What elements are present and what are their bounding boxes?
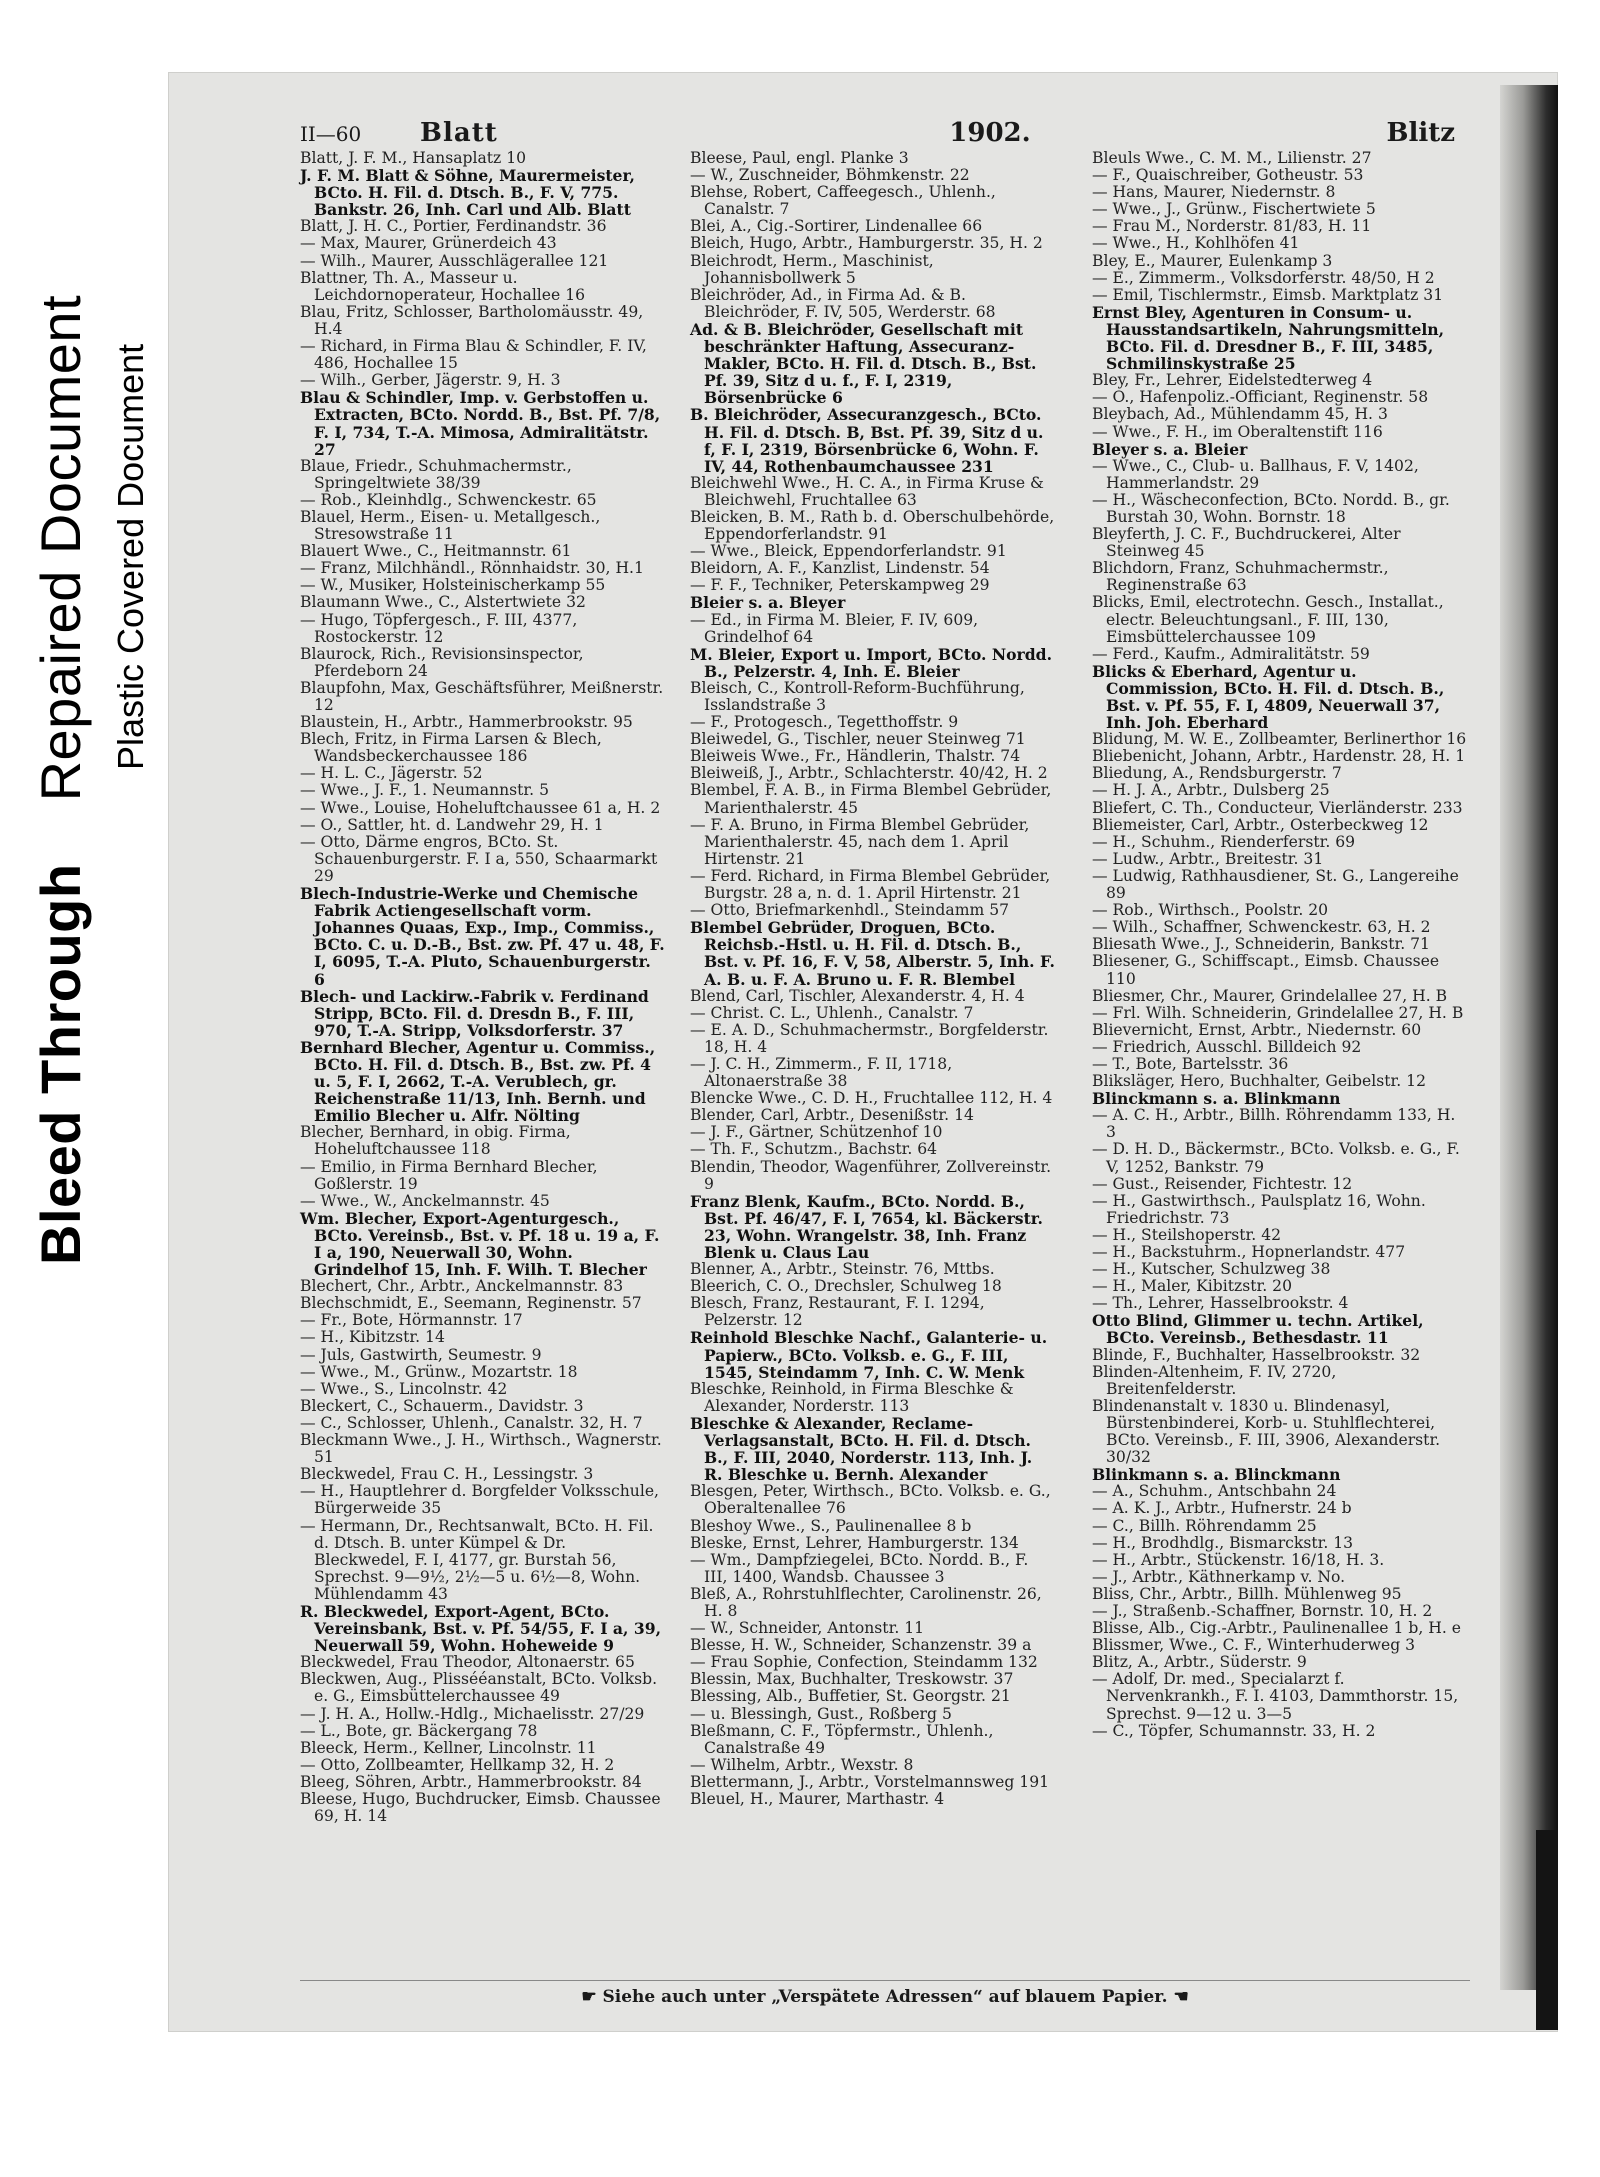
- page-number: II—60: [300, 122, 362, 146]
- directory-entry: — W., Schneider, Antonstr. 11: [690, 1619, 925, 1638]
- directory-entry: Blei, A., Cig.-Sortirer, Lindenallee 66: [690, 217, 983, 236]
- directory-entry: — Hans, Maurer, Niedernstr. 8: [1092, 183, 1336, 202]
- directory-entry: Blitz, A., Arbtr., Süderstr. 9: [1092, 1653, 1307, 1672]
- directory-entry: Bleckert, C., Schauerm., Davidstr. 3: [300, 1396, 584, 1415]
- directory-entry: Bleeg, Söhren, Arbtr., Hammerbrookstr. 84: [300, 1772, 642, 1791]
- page-header: [300, 118, 1550, 152]
- directory-entry: Blembel, F. A. B., in Firma Blembel Gebrüder, Marienthalerstr. 45: [690, 781, 1052, 817]
- directory-entry: Bleyferth, J. C. F., Buchdruckerei, Alter Steinweg 45: [1092, 525, 1401, 561]
- directory-entry: Reinhold Bleschke Nachf., Galanterie- u. Papierw., BCto. Volksb. e. G., F. III, 1545, Steindamm 7, Inh. C. W. Menk: [690, 1328, 1048, 1382]
- directory-entry: Bleier s. a. Bleyer: [690, 593, 846, 613]
- directory-entry: — Otto, Briefmarkenhdl., Steindamm 57: [690, 901, 1010, 920]
- directory-entry: — H. J. A., Arbtr., Dulsberg 25: [1092, 781, 1330, 800]
- directory-entry: — Fr., Bote, Hörmannstr. 17: [300, 1311, 523, 1330]
- directory-entry: Ad. & B. Bleichröder, Gesellschaft mit beschränkter Haftung, Assecuranz-Makler, BCto. H. Fil. d. Dtsch. B., Bst. Pf. 39, Sitz d u. f., F. I, 2319, Börsenbrücke 6: [690, 319, 1037, 408]
- directory-entry: — Richard, in Firma Blau & Schindler, F. IV, 486, Hochallee 15: [300, 337, 647, 373]
- directory-entry: Blatt, J. H. C., Portier, Ferdinandstr. 36: [300, 217, 607, 236]
- directory-entry: — Wilh., Schaffner, Schwenckestr. 63, H. 2: [1092, 918, 1431, 937]
- directory-entry: — H., Wäscheconfection, BCto. Nordd. B., gr. Burstah 30, Wohn. Bornstr. 18: [1092, 490, 1450, 526]
- directory-entry: — Emilio, in Firma Bernhard Blecher, Goßlerstr. 19: [300, 1157, 598, 1193]
- directory-entry: Blesgen, Peter, Wirthsch., BCto. Volksb. e. G., Oberaltenallee 76: [690, 1482, 1051, 1518]
- directory-entry: Bleichröder, Ad., in Firma Ad. & B. Bleichröder, F. IV, 505, Werderstr. 68: [690, 285, 996, 321]
- directory-entry: — F. A. Bruno, in Firma Blembel Gebrüder, Marienthalerstr. 45, nach dem 1. April Hirtenstr. 21: [690, 815, 1030, 868]
- directory-entry: — H., Brodhdlg., Bismarckstr. 13: [1092, 1533, 1354, 1552]
- directory-entry: — O., Sattler, ht. d. Landwehr 29, H. 1: [300, 815, 604, 834]
- directory-entry: Blaurock, Rich., Revisionsinspector, Pferdeborn 24: [300, 644, 584, 680]
- directory-entry: Bleisch, C., Kontroll-Reform-Buchführung, Isslandstraße 3: [690, 678, 1025, 714]
- directory-entry: Bleich, Hugo, Arbtr., Hamburgerstr. 35, H. 2: [690, 234, 1043, 253]
- directory-entry: — Wilhelm, Arbtr., Wexstr. 8: [690, 1755, 914, 1774]
- directory-entry: — Wwe., J., Grünw., Fischertwiete 5: [1092, 200, 1376, 219]
- directory-entry: Blessing, Alb., Buffetier, St. Georgstr. 21: [690, 1687, 1011, 1706]
- directory-entry: Bliemeister, Carl, Arbtr., Osterbeckweg 12: [1092, 815, 1429, 834]
- directory-entry: — C., Schlosser, Uhlenh., Canalstr. 32, H. 7: [300, 1413, 643, 1432]
- directory-entry: Blindenanstalt v. 1830 u. Blindenasyl, Bürstenbinderei, Korb- u. Stuhlflechterei, BCto. Vereinsb., F. III, 3906, Alexanderstr. 30/32: [1092, 1396, 1441, 1467]
- directory-entry: — H., Schuhm., Rienderferstr. 69: [1092, 832, 1356, 851]
- directory-entry: — Rob., Kleinhdlg., Schwenckestr. 65: [300, 490, 597, 509]
- directory-entry: — Gust., Reisender, Fichtestr. 12: [1092, 1174, 1353, 1193]
- directory-entry: — Frau Sophie, Confection, Steindamm 132: [690, 1653, 1038, 1672]
- directory-entry: — Frau M., Norderstr. 81/83, H. 11: [1092, 217, 1372, 236]
- directory-entry: — Wwe., M., Grünw., Mozartstr. 18: [300, 1362, 578, 1381]
- directory-entry: Bleyer s. a. Bleier: [1092, 439, 1248, 459]
- directory-entry: Blaupfohn, Max, Geschäftsführer, Meißnerstr. 12: [300, 678, 664, 714]
- directory-entry: — H., Maler, Kibitzstr. 20: [1092, 1277, 1293, 1296]
- directory-entry: Bliesmer, Chr., Maurer, Grindelallee 27, H. B: [1092, 986, 1448, 1005]
- directory-entry: Bley, E., Maurer, Eulenkamp 3: [1092, 251, 1333, 270]
- directory-entry: Blinkmann s. a. Blinckmann: [1092, 1465, 1341, 1485]
- directory-entry: Blechschmidt, E., Seemann, Reginenstr. 57: [300, 1294, 642, 1313]
- directory-entry: — Wwe., Louise, Hoheluftchaussee 61 a, H. 2: [300, 798, 661, 817]
- directory-entry: Blenner, A., Arbtr., Steinstr. 76, Mttbs.: [690, 1260, 995, 1279]
- directory-entry: — Wwe., J. F., 1. Neumannstr. 5: [300, 781, 550, 800]
- directory-entry: Blaumann Wwe., C., Alstertwiete 32: [300, 593, 586, 612]
- directory-column-2: [690, 150, 1055, 1808]
- directory-entry: — Wwe., S., Lincolnstr. 42: [300, 1379, 508, 1398]
- directory-entry: — Ferd. Richard, in Firma Blembel Gebrüder, Burgstr. 28 a, n. d. 1. April Hirtenstr. 21: [690, 866, 1051, 903]
- directory-entry: Blech, Fritz, in Firma Larsen & Blech, Wandsbeckerchaussee 186: [300, 730, 602, 766]
- directory-column-1: [300, 150, 665, 1825]
- directory-entry: — Wwe., Bleick, Eppendorferlandstr. 91: [690, 542, 1007, 561]
- directory-entry: Ernst Bley, Agenturen in Consum- u. Hausstandsartikeln, Nahrungsmitteln, BCto. Fil. d. Dresdner B., F. III, 3485, Schmilinskystraße 25: [1092, 302, 1445, 374]
- directory-entry: — J., Arbtr., Käthnerkamp v. No.: [1092, 1567, 1346, 1586]
- directory-entry: Blinckmann s. a. Blinkmann: [1092, 1089, 1341, 1109]
- directory-entry: Bliss, Chr., Arbtr., Billh. Mühlenweg 95: [1092, 1584, 1402, 1603]
- directory-entry: Blissmer, Wwe., C. F., Winterhuderweg 3: [1092, 1636, 1416, 1655]
- directory-entry: Bleese, Hugo, Buchdrucker, Eimsb. Chaussee 69, H. 14: [300, 1790, 661, 1826]
- directory-entry: Bleschke, Reinhold, in Firma Bleschke & Alexander, Norderstr. 113: [690, 1379, 1014, 1415]
- directory-entry: Bleybach, Ad., Mühlendamm 45, H. 3: [1092, 405, 1388, 424]
- directory-entry: — Hugo, Töpfergesch., F. III, 4377, Rostockerstr. 12: [300, 610, 578, 646]
- directory-entry: Blinde, F., Buchhalter, Hasselbrookstr. 32: [1092, 1345, 1421, 1364]
- directory-entry: — H. L. C., Jägerstr. 52: [300, 764, 483, 783]
- directory-entry: Wm. Blecher, Export-Agenturgesch., BCto. Vereinsb., Bst. v. Pf. 18 u. 19 a, F. I a, 190, Neuerwall 30, Wohn. Grindelhof 15, Inh. F. Wilh. T. Blecher: [300, 1208, 660, 1280]
- directory-entry: — C., Töpfer, Schumannstr. 33, H. 2: [1092, 1721, 1376, 1740]
- directory-entry: — Wm., Dampfziegelei, BCto. Nordd. B., F. III, 1400, Wandsb. Chaussee 3: [690, 1550, 1029, 1586]
- directory-entry: Blievernicht, Ernst, Arbtr., Niedernstr. 60: [1092, 1020, 1422, 1039]
- directory-entry: Bleese, Paul, engl. Planke 3: [690, 149, 909, 167]
- directory-entry: — E. A. D., Schuhmachermstr., Borgfelderstr. 18, H. 4: [690, 1020, 1049, 1056]
- directory-entry: Bleichrodt, Herm., Maschinist, Johannisbollwerk 5: [690, 251, 934, 287]
- side-label-repaired: Repaired Document: [29, 294, 92, 802]
- directory-column-3: [1092, 150, 1467, 1740]
- directory-entry: Blicks, Emil, electrotechn. Gesch., Installat., electr. Beleuchtungsanl., F. III, 130, Eimsbüttelerchaussee 109: [1092, 593, 1444, 646]
- directory-entry: — Ludwig, Rathhausdiener, St. G., Langereihe 89: [1092, 866, 1459, 903]
- directory-entry: — L., Bote, gr. Bäckergang 78: [300, 1721, 538, 1740]
- directory-entry: Bleiweiß, J., Arbtr., Schlachterstr. 40/42, H. 2: [690, 764, 1048, 783]
- directory-entry: — Hermann, Dr., Rechtsanwalt, BCto. H. Fil. d. Dtsch. B. unter Kümpel & Dr. Bleckwedel, F. I, 4177, gr. Burstah 56, Sprechst. 9—9½, 2½—5 u. 6½—8, Wohn. Mühlendamm 43: [300, 1516, 654, 1603]
- directory-entry: — Wwe., C., Club- u. Ballhaus, F. V, 1402, Hammerlandstr. 29: [1092, 456, 1419, 492]
- directory-entry: Bleiweis Wwe., Fr., Händlerin, Thalstr. 74: [690, 747, 1021, 766]
- directory-entry: — J., Straßenb.-Schaffner, Bornstr. 10, H. 2: [1092, 1601, 1433, 1620]
- directory-entry: — Ed., in Firma M. Bleier, F. IV, 609, Grindelhof 64: [690, 610, 979, 646]
- directory-entry: Bleidorn, A. F., Kanzlist, Lindenstr. 54: [690, 559, 990, 578]
- directory-entry: Bleschke & Alexander, Reclame-Verlagsanstalt, BCto. H. Fil. d. Dtsch. B., F. III, 2040, Norderstr. 113, Inh. J. R. Bleschke u. Bernh. Alexander: [690, 1413, 1033, 1485]
- directory-entry: — Wwe., H., Kohlhöfen 41: [1092, 234, 1300, 253]
- directory-entry: — E., Zimmerm., Volksdorferstr. 48/50, H 2: [1092, 268, 1435, 287]
- directory-entry: Bleß, A., Rohrstuhlflechter, Carolinenstr. 26, H. 8: [690, 1584, 1042, 1620]
- directory-entry: — Otto, Därme engros, BCto. St. Schauenburgerstr. F. I a, 550, Schaarmarkt 29: [300, 832, 658, 885]
- directory-entry: Bliebenicht, Johann, Arbtr., Hardenstr. 28, H. 1: [1092, 747, 1466, 766]
- directory-entry: — Max, Maurer, Grünerdeich 43: [300, 234, 557, 253]
- directory-entry: Blechert, Chr., Arbtr., Anckelmannstr. 83: [300, 1277, 624, 1296]
- directory-entry: J. F. M. Blatt & Söhne, Maurermeister, BCto. H. Fil. d. Dtsch. B., F. V, 775. Bankstr. 26, Inh. Carl und Alb. Blatt: [300, 166, 635, 220]
- header-left-word: Blatt: [420, 118, 498, 148]
- directory-entry: Blauel, Herm., Eisen- u. Metallgesch., Stresowstraße 11: [300, 507, 601, 544]
- directory-entry: Franz Blenk, Kaufm., BCto. Nordd. B., Bst. Pf. 46/47, F. I, 7654, kl. Bäckerstr. 23, Wohn. Wrangelstr. 38, Inh. Franz Blenk u. Claus Lau: [690, 1191, 1043, 1262]
- directory-entry: — J. C. H., Zimmerm., F. II, 1718, Altonaerstraße 38: [690, 1054, 953, 1091]
- directory-entry: — Christ. C. L., Uhlenh., Canalstr. 7: [690, 1003, 974, 1022]
- directory-entry: R. Bleckwedel, Export-Agent, BCto. Vereinsbank, Bst. v. Pf. 54/55, F. I a, 39, Neuerwall 59, Wohn. Hoheweide 9: [300, 1601, 662, 1656]
- directory-entry: — W., Musiker, Holsteinischerkamp 55: [300, 576, 606, 595]
- directory-entry: — Wilh., Maurer, Ausschlägerallee 121: [300, 251, 609, 270]
- directory-entry: Blembel Gebrüder, Droguen, BCto. Reichsb.-Hstl. u. H. Fil. d. Dtsch. B., Bst. v. Pf. 16, F. V, 58, Alberstr. 5, Inh. F. A. B. u. F. A. Bruno u. F. R. Blembel: [690, 918, 1055, 989]
- directory-entry: — A., Schuhm., Antschbahn 24: [1092, 1482, 1337, 1501]
- directory-entry: Blecher, Bernhard, in obig. Firma, Hoheluftchaussee 118: [300, 1123, 571, 1159]
- directory-entry: B. Bleichröder, Assecuranzgesch., BCto. H. Fil. d. Dtsch. B, Bst. Pf. 39, Sitz d u. f, F. I, 2319, Börsenbrücke 6, Wohn. F. IV, 44, Rothenbaumchaussee 231: [690, 405, 1044, 476]
- directory-entry: Blidung, M. W. E., Zollbeamter, Berlinerthor 16: [1092, 730, 1467, 749]
- directory-entry: Bleichwehl Wwe., H. C. A., in Firma Kruse & Bleichwehl, Fruchtallee 63: [690, 473, 1044, 509]
- directory-entry: — Ferd., Kaufm., Admiralitätstr. 59: [1092, 644, 1370, 663]
- directory-entry: Blatt, J. F. M., Hansaplatz 10: [300, 149, 527, 167]
- directory-entry: — O., Hafenpoliz.-Officiant, Reginenstr. 58: [1092, 388, 1429, 407]
- directory-entry: Blaue, Friedr., Schuhmachermstr., Springeltwiete 38/39: [300, 456, 572, 492]
- directory-entry: — Franz, Milchhändl., Rönnhaidstr. 30, H.1: [300, 559, 644, 578]
- directory-entry: Bley, Fr., Lehrer, Eidelstedterweg 4: [1092, 371, 1373, 390]
- directory-entry: — Rob., Wirthsch., Poolstr. 20: [1092, 901, 1329, 920]
- directory-entry: — Frl. Wilh. Schneiderin, Grindelallee 27, H. B: [1092, 1003, 1464, 1022]
- directory-entry: — H., Hauptlehrer d. Borgfelder Volksschule, Bürgerweide 35: [300, 1482, 659, 1518]
- directory-entry: Blech-Industrie-Werke und Chemische Fabrik Actiengesellschaft vorm. Johannes Quaas, Exp., Imp., Commiss., BCto. C. u. D.-B., Bst. zw. Pf. 47 u. 48, F. I, 6095, T.-A. Pluto, Schauenburgerstr. 6: [300, 884, 665, 989]
- directory-entry: Bleckmann Wwe., J. H., Wirthsch., Wagnerstr. 51: [300, 1431, 662, 1467]
- directory-entry: Blendin, Theodor, Wagenführer, Zollvereinstr. 9: [690, 1157, 1052, 1193]
- directory-entry: — H., Kutscher, Schulzweg 38: [1092, 1260, 1331, 1279]
- directory-entry: Bleuls Wwe., C. M. M., Lilienstr. 27: [1092, 149, 1372, 167]
- directory-entry: Blinden-Altenheim, F. IV, 2720, Breitenfelderstr.: [1092, 1362, 1337, 1398]
- side-label-bleed-through: Bleed Through: [29, 863, 92, 1265]
- directory-entry: Bleerich, C. O., Drechsler, Schulweg 18: [690, 1277, 1002, 1296]
- directory-entry: Blech- und Lackirw.-Fabrik v. Ferdinand Stripp, BCto. Fil. d. Dresdn B., F. III, 970, T.-A. Stripp, Volksdorferstr. 37: [300, 986, 649, 1040]
- directory-entry: Blattner, Th. A., Masseur u. Leichdornoperateur, Hochallee 16: [300, 268, 586, 304]
- side-label-plastic: Plastic Covered Document: [110, 343, 151, 770]
- directory-entry: Blicks & Eberhard, Agentur u. Commission, BCto. H. Fil. d. Dtsch. B., Bst. v. Pf. 55, F. I, 4809, Neuerwall 37, Inh. Joh. Eberhard: [1092, 661, 1445, 733]
- directory-entry: Bleuel, H., Maurer, Marthastr. 4: [690, 1790, 945, 1808]
- header-year: 1902.: [949, 118, 1031, 148]
- directory-entry: — H., Gastwirthsch., Paulsplatz 16, Wohn. Friedrichstr. 73: [1092, 1191, 1426, 1227]
- directory-entry: — Adolf, Dr. med., Specialarzt f. Nervenkrankh., F. I. 4103, Dammthorstr. 15, Sprechst. 9—12 u. 3—5: [1092, 1670, 1459, 1723]
- footer-note: ☛ Siehe auch unter „Verspätete Adressen“ auf blauem Papier. ☚: [581, 1987, 1189, 2007]
- directory-entry: — Emil, Tischlermstr., Eimsb. Marktplatz 31: [1092, 285, 1444, 304]
- directory-entry: Blichdorn, Franz, Schuhmachermstr., Reginenstraße 63: [1092, 559, 1389, 595]
- directory-entry: Blencke Wwe., C. D. H., Fruchtallee 112, H. 4: [690, 1089, 1053, 1108]
- directory-entry: — J. H. A., Hollw.-Hdlg., Michaelisstr. 27/29: [300, 1704, 645, 1723]
- directory-entry: — D. H. D., Bäckermstr., BCto. Volksb. e. G., F. V, 1252, Bankstr. 79: [1092, 1140, 1460, 1176]
- directory-entry: — A. C. H., Arbtr., Billh. Röhrendamm 133, H. 3: [1092, 1106, 1456, 1142]
- directory-entry: — Th. F., Schutzm., Bachstr. 64: [690, 1140, 938, 1159]
- footer-rule: [300, 1980, 1470, 1981]
- directory-entry: — Otto, Zollbeamter, Hellkamp 32, H. 2: [300, 1755, 615, 1774]
- directory-entry: Blau, Fritz, Schlosser, Bartholomäusstr. 49, H.4: [300, 302, 644, 338]
- directory-entry: Blettermann, J., Arbtr., Vorstelmannsweg 191: [690, 1772, 1050, 1791]
- directory-entry: Bleicken, B. M., Rath b. d. Oberschulbehörde, Eppendorferlandstr. 91: [690, 507, 1055, 544]
- directory-entry: Bleßmann, C. F., Töpfermstr., Uhlenh., Canalstraße 49: [690, 1721, 994, 1757]
- header-right-word: Blitz: [1386, 118, 1455, 148]
- directory-entry: — Th., Lehrer, Hasselbrookstr. 4: [1092, 1294, 1349, 1313]
- directory-entry: Blau & Schindler, Imp. v. Gerbstoffen u. Extracten, BCto. Nordd. B., Bst. Pf. 7/8, F. I, 734, T.-A. Mimosa, Admiralitätstr. 27: [300, 388, 661, 459]
- directory-entry: M. Bleier, Export u. Import, BCto. Nordd. B., Pelzerstr. 4, Inh. E. Bleier: [690, 644, 1053, 681]
- directory-entry: — F., Quaischreiber, Gotheustr. 53: [1092, 166, 1364, 185]
- directory-entry: Blend, Carl, Tischler, Alexanderstr. 4, H. 4: [690, 986, 1025, 1005]
- directory-entry: — Juls, Gastwirth, Seumestr. 9: [300, 1345, 542, 1364]
- directory-entry: — Wwe., F. H., im Oberaltenstift 116: [1092, 422, 1383, 441]
- directory-entry: Bernhard Blecher, Agentur u. Commiss., BCto. H. Fil. d. Dtsch. B., Bst. zw. Pf. 4 u. 5, F. I, 2662, T.-A. Verublech, gr. Reichenstraße 11/13, Inh. Bernh. und Emilio Blecher u. Alfr. Nölting: [300, 1037, 656, 1126]
- directory-entry: Bleckwen, Aug., Plissééanstalt, BCto. Volksb. e. G., Eimsbüttelerchaussee 49: [300, 1670, 658, 1706]
- directory-entry: Bleckwedel, Frau C. H., Lessingstr. 3: [300, 1465, 594, 1484]
- directory-entry: — J. F., Gärtner, Schützenhof 10: [690, 1123, 943, 1142]
- directory-entry: Bleeck, Herm., Kellner, Lincolnstr. 11: [300, 1738, 597, 1757]
- directory-entry: Blesse, H. W., Schneider, Schanzenstr. 39 a: [690, 1636, 1032, 1655]
- directory-entry: Blesch, Franz, Restaurant, F. I. 1294, Pelzerstr. 12: [690, 1294, 985, 1330]
- dark-edge-bar: [1536, 1830, 1558, 2030]
- directory-entry: — Wilh., Gerber, Jägerstr. 9, H. 3: [300, 371, 561, 390]
- directory-entry: Blaustein, H., Arbtr., Hammerbrookstr. 95: [300, 713, 633, 732]
- directory-entry: Blender, Carl, Arbtr., Desenißstr. 14: [690, 1106, 974, 1125]
- directory-entry: Bleiwedel, G., Tischler, neuer Steinweg 71: [690, 730, 1026, 749]
- directory-entry: — Friedrich, Ausschl. Billdeich 92: [1092, 1037, 1362, 1056]
- directory-entry: Bleckwedel, Frau Theodor, Altonaerstr. 65: [300, 1653, 635, 1672]
- directory-entry: — H., Arbtr., Stückenstr. 16/18, H. 3.: [1092, 1550, 1385, 1569]
- directory-entry: Blessin, Max, Buchhalter, Treskowstr. 37: [690, 1670, 1014, 1689]
- directory-entry: — Wwe., W., Anckelmannstr. 45: [300, 1191, 550, 1210]
- directory-entry: Bliedung, A., Rendsburgerstr. 7: [1092, 764, 1342, 783]
- directory-entry: — T., Bote, Bartelsstr. 36: [1092, 1054, 1289, 1073]
- directory-entry: Otto Blind, Glimmer u. techn. Artikel, BCto. Vereinsb., Bethesdastr. 11: [1092, 1311, 1424, 1348]
- directory-entry: — u. Blessingh, Gust., Roßberg 5: [690, 1704, 952, 1723]
- directory-entry: Bliesener, G., Schiffscapt., Eimsb. Chaussee 110: [1092, 952, 1440, 988]
- directory-entry: — Ludw., Arbtr., Breitestr. 31: [1092, 849, 1324, 868]
- directory-entry: Bliefert, C. Th., Conducteur, Vierländerstr. 233: [1092, 798, 1463, 817]
- directory-entry: — A. K. J., Arbtr., Hufnerstr. 24 b: [1092, 1499, 1352, 1518]
- directory-entry: — H., Backstuhrm., Hopnerlandstr. 477: [1092, 1243, 1406, 1261]
- page-edge-shadow: [1500, 85, 1558, 1990]
- directory-entry: Blisse, Alb., Cig.-Arbtr., Paulinenallee 1 b, H. e: [1092, 1619, 1462, 1638]
- directory-entry: — W., Zuschneider, Böhmkenstr. 22: [690, 166, 970, 185]
- directory-entry: — H., Kibitzstr. 14: [300, 1328, 445, 1347]
- directory-entry: Bleske, Ernst, Lehrer, Hamburgerstr. 134: [690, 1533, 1019, 1552]
- directory-entry: — C., Billh. Röhrendamm 25: [1092, 1516, 1317, 1535]
- directory-entry: Bliesath Wwe., J., Schneiderin, Bankstr. 71: [1092, 935, 1430, 954]
- directory-entry: — F., Protogesch., Tegetthoffstr. 9: [690, 713, 959, 732]
- directory-entry: Blauert Wwe., C., Heitmannstr. 61: [300, 542, 572, 561]
- directory-entry: Bleshoy Wwe., S., Paulinenallee 8 b: [690, 1516, 972, 1535]
- directory-entry: — H., Steilshoperstr. 42: [1092, 1225, 1282, 1244]
- directory-entry: Blehse, Robert, Caffeegesch., Uhlenh., Canalstr. 7: [690, 183, 996, 219]
- side-label-main: [28, 295, 93, 1265]
- directory-entry: — F. F., Techniker, Peterskampweg 29: [690, 576, 990, 595]
- directory-entry: Bliksläger, Hero, Buchhalter, Geibelstr. 12: [1092, 1072, 1427, 1091]
